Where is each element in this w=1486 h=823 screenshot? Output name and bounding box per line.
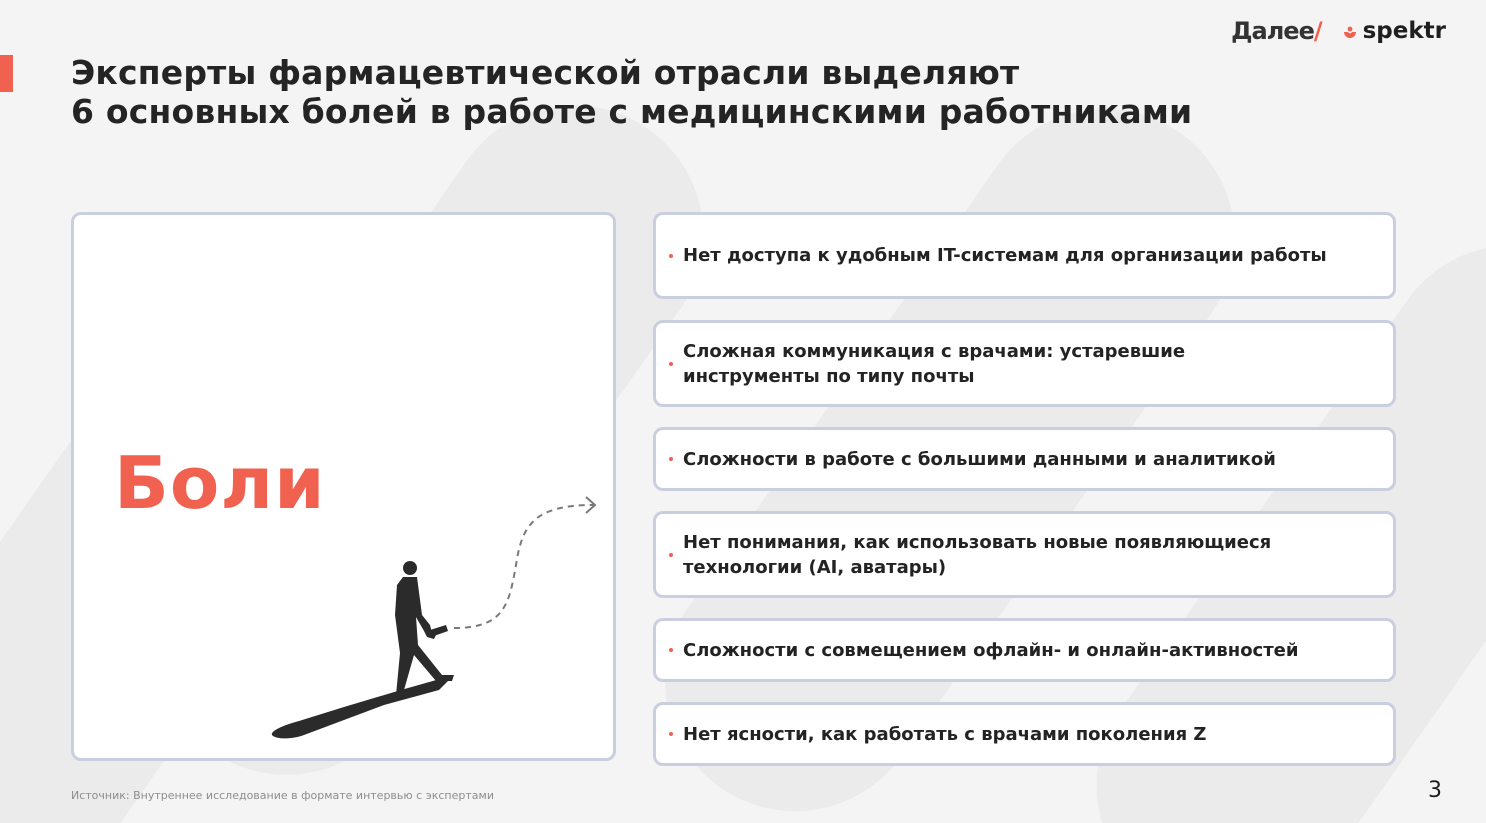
dalee-logo (1231, 17, 1321, 45)
bullet-icon (669, 732, 673, 736)
pains-heading: Боли (114, 441, 326, 525)
bullet-icon (669, 254, 673, 258)
spektr-mark-icon (1342, 23, 1358, 39)
pain-card-3 (653, 427, 1396, 491)
page-number: 3 (1428, 778, 1442, 803)
pains-hero-card (71, 212, 616, 761)
pain-card-text: Сложности с совмещением офлайн- и онлайн-активностей (683, 639, 1299, 661)
pain-card-text: Нет понимания, как использовать новые появляющиеся технологии (AI, аватары) (683, 531, 1272, 578)
page-title-line-1: Эксперты фармацевтической отрасли выделяют (71, 53, 1020, 92)
bullet-icon (669, 553, 673, 557)
brand-logos (1231, 17, 1446, 45)
page-title (71, 53, 1371, 131)
pain-card-2 (653, 320, 1396, 407)
page-title-line-2: 6 основных болей в работе с медицинскими работниками (71, 92, 1193, 131)
businessman-walking-icon (264, 485, 609, 755)
pain-card-5 (653, 618, 1396, 682)
pain-card-1 (653, 212, 1396, 299)
dalee-logo-slash: / (1313, 17, 1322, 45)
pain-card-text: Нет доступа к удобным IT-системам для организации работы (683, 245, 1327, 266)
pain-card-text: Сложности в работе с большими данными и аналитикой (683, 448, 1276, 470)
dalee-logo-text: Далее (1231, 17, 1314, 45)
pain-card-text: Сложная коммуникация с врачами: устаревшие инструменты по типу почты (683, 340, 1186, 387)
bullet-icon (669, 362, 673, 366)
source-note: Источник: Внутреннее исследование в формате интервью с экспертами (71, 789, 494, 802)
pain-card-text: Нет ясности, как работать с врачами поколения Z (683, 723, 1207, 745)
bullet-icon (669, 457, 673, 461)
spektr-logo (1342, 18, 1446, 44)
pain-card-6 (653, 702, 1396, 766)
pain-card-4 (653, 511, 1396, 598)
spektr-logo-text: spektr (1362, 18, 1446, 44)
accent-bar (0, 55, 13, 92)
bullet-icon (669, 648, 673, 652)
